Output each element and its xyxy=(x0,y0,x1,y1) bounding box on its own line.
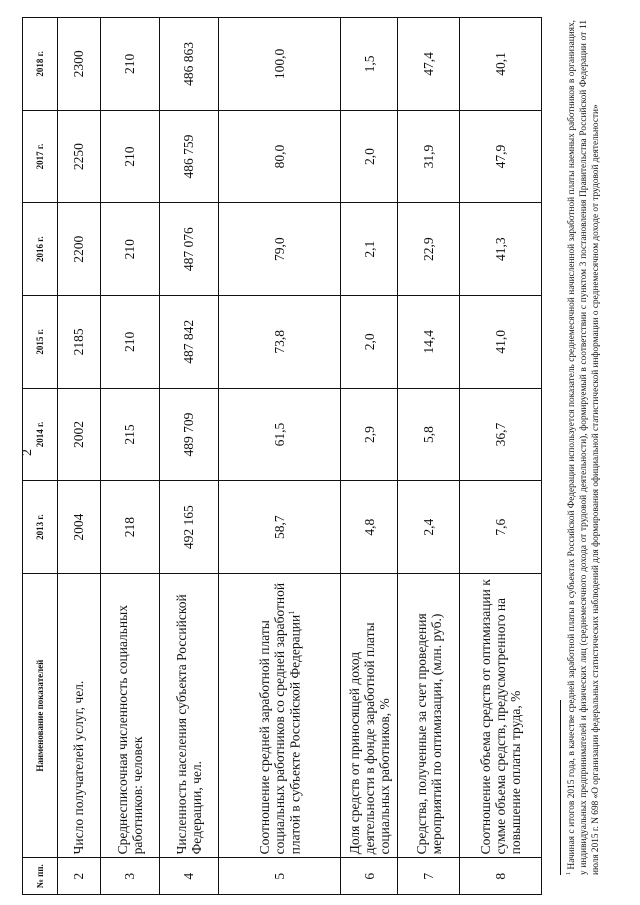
header-2015: 2015 г. xyxy=(23,296,58,389)
value-2017: 486 759 xyxy=(160,110,219,203)
table-row xyxy=(101,18,160,895)
value-2015: 210 xyxy=(101,296,160,389)
value-2015: 2185 xyxy=(58,296,101,389)
value-2016: 210 xyxy=(101,203,160,296)
value-2017: 2,0 xyxy=(341,110,398,203)
value-2014: 215 xyxy=(101,388,160,481)
indicator-name: Средства, полученные за счет проведения мероприятий по оптимизации, (млн. руб.) xyxy=(398,573,460,857)
table-header-row xyxy=(23,18,58,895)
footnote-separator xyxy=(560,700,561,875)
header-2016: 2016 г. xyxy=(23,203,58,296)
table-row xyxy=(218,18,340,895)
value-2017: 31,9 xyxy=(398,110,460,203)
value-2015: 73,8 xyxy=(218,296,340,389)
page-number: 2 xyxy=(20,449,35,456)
value-2013: 2004 xyxy=(58,481,101,574)
header-name: Наименование показателей xyxy=(23,573,58,857)
value-2013: 218 xyxy=(101,481,160,574)
value-2014: 5,8 xyxy=(398,388,460,481)
indicator-name-text: Соотношение средней заработной платы социальных работников со средней заработной платой в субъекте Российской Федерации xyxy=(256,582,303,855)
header-2014: 2014 г. xyxy=(23,388,58,481)
header-no: № пп. xyxy=(23,858,58,895)
value-2014: 2,9 xyxy=(341,388,398,481)
indicators-table xyxy=(22,17,542,895)
table-row xyxy=(460,18,542,895)
value-2015: 2,0 xyxy=(341,296,398,389)
footnote-mark: 1 xyxy=(566,871,572,875)
value-2014: 2002 xyxy=(58,388,101,481)
value-2014: 489 709 xyxy=(160,388,219,481)
header-2013: 2013 г. xyxy=(23,481,58,574)
value-2016: 41,3 xyxy=(460,203,542,296)
value-2018: 2300 xyxy=(58,18,101,111)
value-2018: 40,1 xyxy=(460,18,542,111)
value-2014: 36,7 xyxy=(460,388,542,481)
value-2016: 2200 xyxy=(58,203,101,296)
value-2017: 47,9 xyxy=(460,110,542,203)
value-2014: 61,5 xyxy=(218,388,340,481)
row-number: 8 xyxy=(460,858,542,895)
indicator-name: Доля средств от приносящей доход деятельности в фонде заработной платы социальных работников, % xyxy=(341,573,398,857)
indicator-name: Соотношение объема средств от оптимизации к сумме объема средств, предусмотренного на повышение оплаты труда, % xyxy=(460,573,542,857)
value-2013: 4,8 xyxy=(341,481,398,574)
row-number: 3 xyxy=(101,858,160,895)
footnote-ref: 1 xyxy=(285,610,296,615)
indicator-name xyxy=(218,573,340,857)
header-2018: 2018 г. xyxy=(23,18,58,111)
value-2015: 14,4 xyxy=(398,296,460,389)
value-2016: 487 076 xyxy=(160,203,219,296)
value-2013: 2,4 xyxy=(398,481,460,574)
indicator-name: Число получателей услуг, чел. xyxy=(58,573,101,857)
row-number: 2 xyxy=(58,858,101,895)
value-2018: 210 xyxy=(101,18,160,111)
value-2013: 7,6 xyxy=(460,481,542,574)
table-row xyxy=(58,18,101,895)
row-number: 5 xyxy=(218,858,340,895)
row-number: 4 xyxy=(160,858,219,895)
footnote-text: Начиная с итогов 2015 года, в качестве средней заработной платы в субъектах Российской Федерации используется показатель среднемесячной начисленной заработной платы наемных работников в организациях, у индивидуальных предпринимателей и физических лиц (среднемесячного дохода от трудовой деятельности), формируемый в соответствии с пунктом 3 постановления Правительства Российской Федерации от 11 июля 2015 г. N 698 «О организации федеральных статистических наблюдений для формирования официальной статистической информации о среднемесячном доходе от трудовой деятельности» xyxy=(567,20,602,875)
header-2017: 2017 г. xyxy=(23,110,58,203)
value-2013: 58,7 xyxy=(218,481,340,574)
value-2018: 100,0 xyxy=(218,18,340,111)
value-2018: 47,4 xyxy=(398,18,460,111)
indicator-name: Численность населения субъекта Российской Федерации, чел. xyxy=(160,573,219,857)
value-2017: 210 xyxy=(101,110,160,203)
row-number: 6 xyxy=(341,858,398,895)
table-row xyxy=(398,18,460,895)
indicator-name: Среднесписочная численность социальных работников: человек xyxy=(101,573,160,857)
value-2017: 80,0 xyxy=(218,110,340,203)
value-2017: 2250 xyxy=(58,110,101,203)
value-2016: 22,9 xyxy=(398,203,460,296)
value-2015: 487 842 xyxy=(160,296,219,389)
value-2016: 79,0 xyxy=(218,203,340,296)
row-number: 7 xyxy=(398,858,460,895)
value-2018: 486 863 xyxy=(160,18,219,111)
value-2018: 1,5 xyxy=(341,18,398,111)
table-row xyxy=(341,18,398,895)
value-2016: 2,1 xyxy=(341,203,398,296)
value-2013: 492 165 xyxy=(160,481,219,574)
value-2015: 41,0 xyxy=(460,296,542,389)
table-row xyxy=(160,18,219,895)
footnote xyxy=(566,20,602,875)
